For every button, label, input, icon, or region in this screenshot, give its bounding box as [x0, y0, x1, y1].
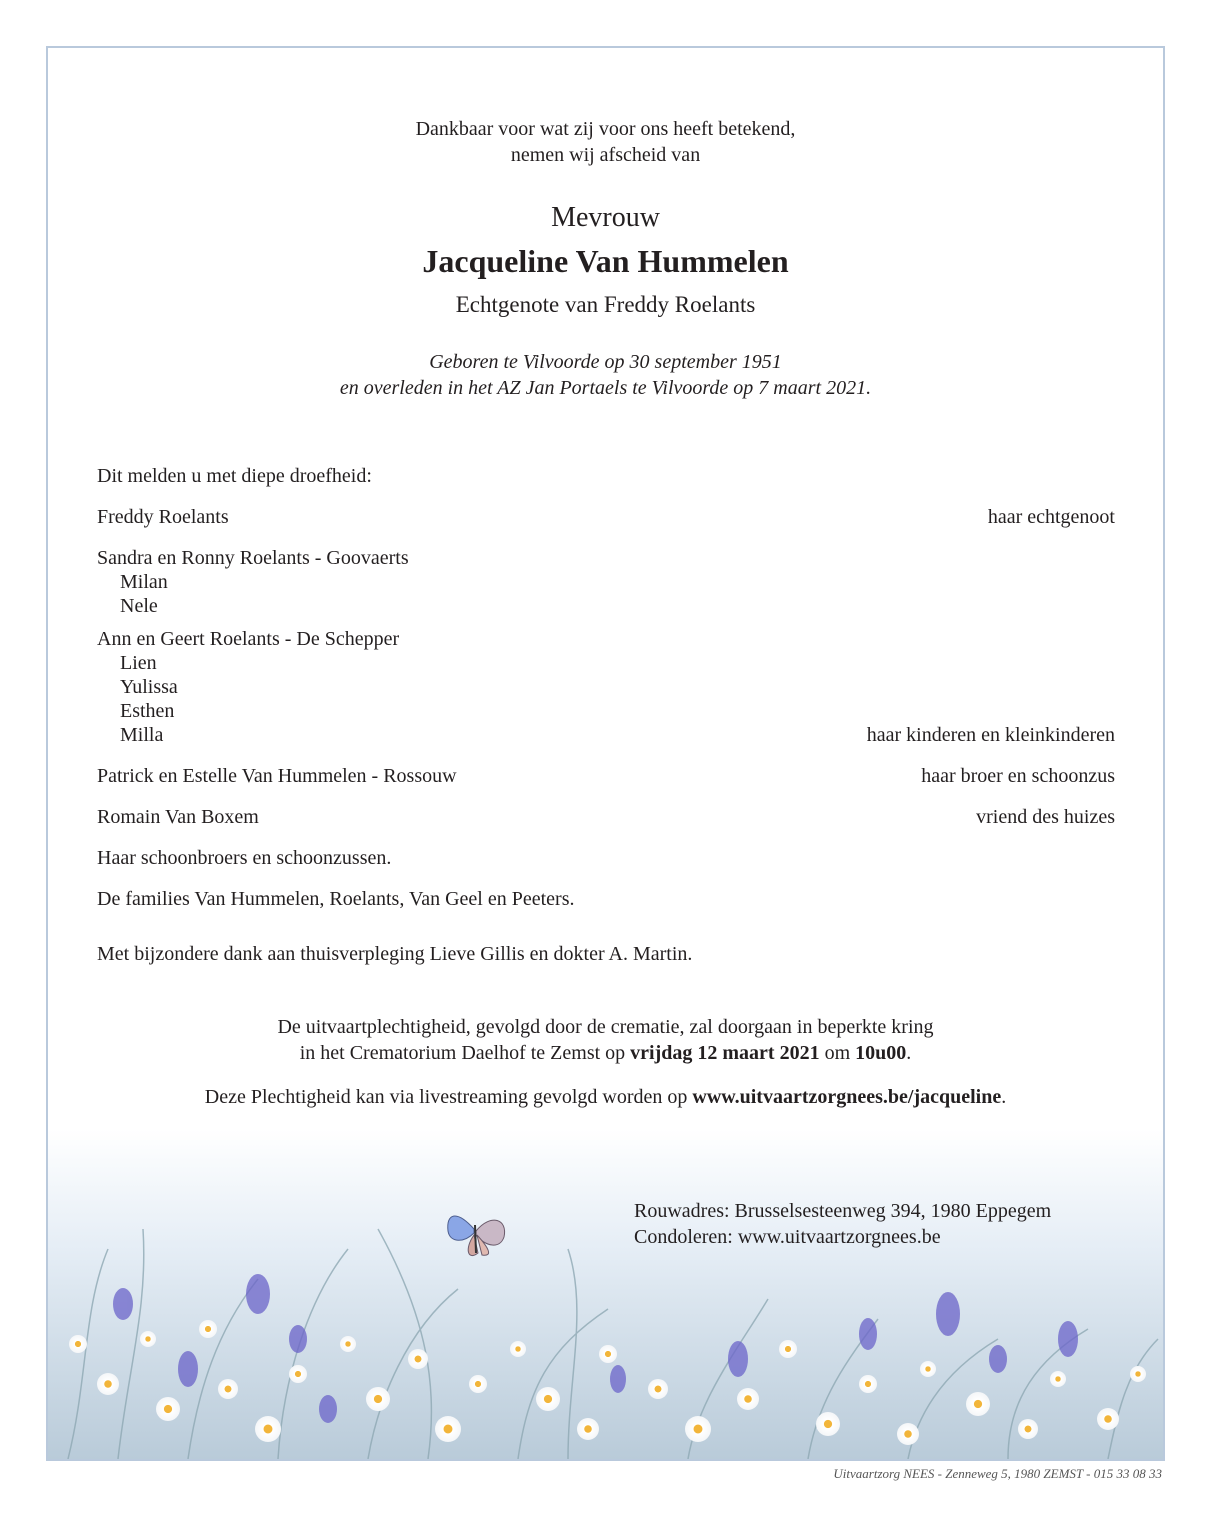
- grandchild-name: Lien: [120, 652, 157, 674]
- mourner-row: [97, 846, 1115, 870]
- address-block: [634, 1198, 1051, 1250]
- grandchild-row: [97, 594, 1115, 618]
- mourner-name: Ann en Geert Roelants - De Schepper: [97, 628, 400, 650]
- mourner-name: Haar schoonbroers en schoonzussen.: [97, 847, 392, 869]
- mourner-row: [97, 627, 1115, 651]
- funeral-home-footer: Uitvaartzorg NEES - Zenneweg 5, 1980 ZEMST - 015 33 08 33: [833, 1466, 1162, 1481]
- grandchild-name: Milan: [120, 571, 168, 593]
- grandchild-name: Esthen: [120, 700, 175, 722]
- mourner-name: Freddy Roelants: [97, 506, 229, 528]
- livestream-info: Deze Plechtigheid kan via livestreaming gevolgd worden op www.uitvaartzorgnees.be/jacqueline.: [204, 1086, 1007, 1108]
- mourner-row: [97, 546, 1115, 570]
- intro-line-1: Dankbaar voor wat zij voor ons heeft betekend,: [415, 118, 796, 140]
- death-notice-card: [46, 46, 1165, 1461]
- livestream-link[interactable]: www.uitvaartzorgnees.be/jacqueline: [692, 1086, 1002, 1108]
- intro-line-2: nemen wij afscheid van: [510, 144, 701, 166]
- mourner-row: [97, 505, 1115, 529]
- funeral-line-1: De uitvaartplechtigheid, gevolgd door de crematie, zal doorgaan in beperkte kring: [277, 1016, 934, 1038]
- birth-death-dates: [48, 349, 1163, 401]
- mourner-row: [97, 764, 1115, 788]
- mourner-row: [97, 805, 1115, 829]
- mourner-row: [97, 887, 1115, 911]
- mourner-name: De families Van Hummelen, Roelants, Van Geel en Peeters.: [97, 888, 575, 910]
- mourner-relation: haar echtgenoot: [987, 506, 1115, 528]
- funeral-date: vrijdag 12 maart 2021: [630, 1042, 820, 1064]
- grandchild-name: Nele: [120, 595, 158, 617]
- condolence-link[interactable]: Condoleren: www.uitvaartzorgnees.be: [634, 1226, 941, 1248]
- thanks-line: Met bijzondere dank aan thuisverpleging Lieve Gillis en dokter A. Martin.: [97, 943, 693, 965]
- announce-line: Dit melden u met diepe droefheid:: [97, 465, 372, 487]
- mourner-name: Sandra en Ronny Roelants - Goovaerts: [97, 547, 409, 569]
- funeral-info: [48, 1014, 1163, 1066]
- birth-line: Geboren te Vilvoorde op 30 september 1951: [429, 351, 782, 373]
- mourner-name: Romain Van Boxem: [97, 806, 259, 828]
- grandchild-row: [97, 699, 1115, 723]
- mourner-relation: vriend des huizes: [976, 806, 1115, 828]
- grandchild-row: [97, 675, 1115, 699]
- grandchild-row: [97, 723, 1115, 747]
- meadow-flowers-image: [48, 1129, 1163, 1459]
- intro-text: [48, 116, 1163, 168]
- grandchild-row: [97, 570, 1115, 594]
- mourning-address: Rouwadres: Brusselsesteenweg 394, 1980 Eppegem: [634, 1200, 1052, 1222]
- mourner-relation: haar kinderen en kleinkinderen: [866, 724, 1115, 746]
- mourner-relation: haar broer en schoonzus: [921, 765, 1115, 787]
- spouse-line: Echtgenote van Freddy Roelants: [455, 292, 756, 317]
- deceased-name: Jacqueline Van Hummelen: [422, 243, 789, 279]
- grandchild-name: Yulissa: [120, 676, 178, 698]
- mourner-name: Patrick en Estelle Van Hummelen - Rossouw: [97, 765, 457, 787]
- title-prefix: Mevrouw: [551, 202, 660, 233]
- death-line: en overleden in het AZ Jan Portaels te Vilvoorde op 7 maart 2021.: [339, 377, 872, 399]
- funeral-time: 10u00: [855, 1042, 907, 1064]
- mourners-section: [97, 464, 1115, 966]
- funeral-line-2: in het Crematorium Daelhof te Zemst op vrijdag 12 maart 2021 om 10u00.: [299, 1042, 912, 1064]
- grandchild-row: [97, 651, 1115, 675]
- grandchild-name: Milla: [120, 724, 164, 746]
